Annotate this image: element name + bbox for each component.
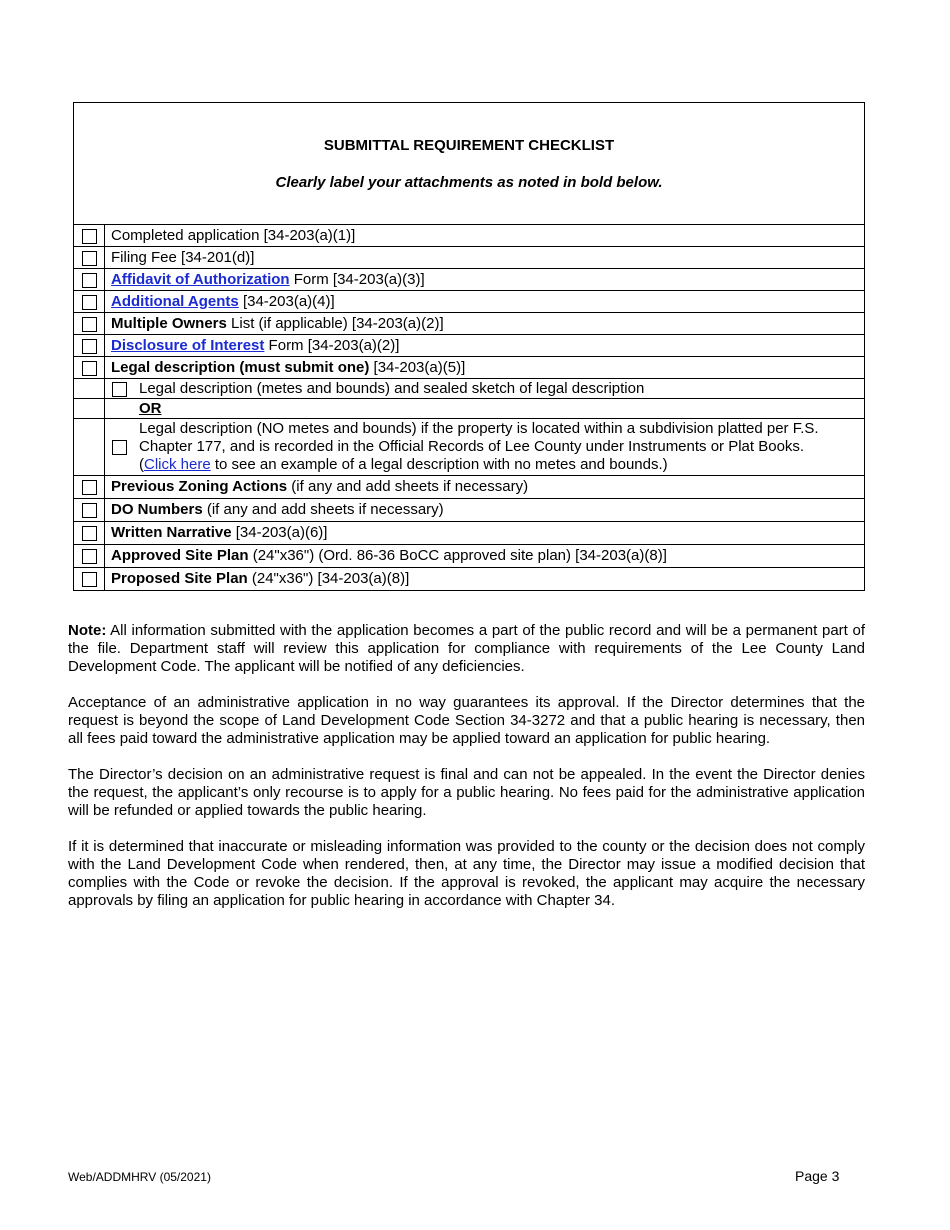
checklist-row [74,568,864,591]
disclosure-of-interest-link[interactable]: Disclosure of Interest [111,336,265,354]
checklist-row [74,225,864,247]
checklist-subtitle: Clearly label your attachments as noted in bold below. [275,174,663,191]
checklist-item-text [105,476,865,499]
checkbox[interactable] [112,440,127,455]
item-rest-text: [34-203(a)(6)] [231,524,328,541]
checklist-row [74,476,864,499]
checkbox[interactable] [82,251,97,266]
checklist-item-text [105,522,865,545]
item-rest-text: [34-203(a)(5)] [369,358,466,376]
checklist-item-text: Filing Fee [34-201(d)] [105,247,865,269]
checklist-row [74,247,864,269]
item-bold-label: Multiple Owners [111,314,227,332]
item-bold-label: Previous Zoning Actions [111,478,288,495]
item-rest-text: [34-203(a)(4)] [238,292,335,310]
item-rest-text: Form [34-203(a)(3)] [289,270,425,288]
item-bold-label: Legal description (must submit one) [111,358,370,376]
checkbox[interactable] [82,295,97,310]
checkbox[interactable] [82,339,97,354]
item-bold-label: Written Narrative [111,524,232,541]
legal-sub-row [74,419,864,476]
checklist-header [74,103,864,225]
additional-agents-link[interactable]: Additional Agents [111,292,239,310]
inaccurate-info-paragraph: If it is determined that inaccurate or misleading information was provided to the county or the decision does not comply with the Land Development Code when rendered, then, at any time, the Director may issue a modified decision that complies with the Code or revoke the decision. If the approval is revoked, the applicant may acquire the necessary approvals by filing an application for public hearing in accordance with Chapter 34. [68,838,865,909]
notes-section [68,622,865,928]
legal-option-metes-bounds: Legal description (metes and bounds) and sealed sketch of legal description [139,379,645,397]
checkbox[interactable] [112,382,127,397]
item-bold-label: Proposed Site Plan [111,570,248,587]
checklist-table [74,225,864,590]
legal-option-no-metes-bounds [133,419,864,475]
checkbox[interactable] [82,549,97,564]
checklist-item-text [105,499,865,522]
form-code: Web/ADDMHRV (05/2021) [68,1170,211,1184]
checkbox[interactable] [82,526,97,541]
affidavit-of-authorization-link[interactable]: Affidavit of Authorization [111,270,290,288]
checklist-item-text [105,313,865,335]
acceptance-paragraph: Acceptance of an administrative application in no way guarantees its approval. If the Director determines that the request is beyond the scope of Land Development Code Section 34-3272 and that a public hearing is necessary, then all fees paid toward the administrative application may be applied toward an application for public hearing. [68,694,865,747]
paren-open: ( [139,456,144,473]
note-label: Note: [68,622,107,639]
checklist-row [74,291,864,313]
checklist-item-text [105,335,865,357]
checklist-row [74,335,864,357]
checkbox[interactable] [82,361,97,376]
item-rest-text: (24"x36") [34-203(a)(8)] [247,570,410,587]
checklist-item-text [105,291,865,313]
item-rest-text: (24"x36") (Ord. 86-36 BoCC approved site plan) [34-203(a)(8)] [248,547,667,564]
item-rest-text: Form [34-203(a)(2)] [264,336,400,354]
checklist-item-text [105,568,865,591]
checkbox[interactable] [82,317,97,332]
item-bold-label: DO Numbers [111,501,203,518]
checklist-item-text [105,357,865,379]
checklist-item-text [105,269,865,291]
note-text: All information submitted with the application becomes a part of the public record and will be a permanent part of the file. Department staff will review this application for compliance with requirements of the Lee County Land Development Code. The applicant will be notified of any deficiencies. [68,622,865,675]
legal-option-text: Legal description (NO metes and bounds) if the property is located within a subdivision platted per F.S. Chapter 177, and is recorded in the Official Records of Lee County under Instruments or Plat Books. [139,420,819,455]
checklist-title: SUBMITTAL REQUIREMENT CHECKLIST [323,137,615,154]
director-decision-paragraph: The Director’s decision on an administrative request is final and can not be appealed. In the event the Director denies the request, the applicant’s only recourse is to apply for a public hearing. No fees paid for the administrative application will be refunded or applied towards the public hearing. [68,766,865,819]
checklist-row [74,522,864,545]
legal-example-text: to see an example of a legal description with no metes and bounds.) [210,456,668,473]
checklist-row [74,499,864,522]
checklist-row [74,545,864,568]
checklist-row [74,313,864,335]
note-paragraph [68,622,865,676]
legal-sub-row [74,379,864,399]
item-rest-text: List (if applicable) [34-203(a)(2)] [226,314,444,332]
item-rest-text: (if any and add sheets if necessary) [287,478,529,495]
item-bold-label: Approved Site Plan [111,547,249,564]
checkbox[interactable] [82,572,97,587]
checklist-item-text: Completed application [34-203(a)(1)] [111,226,356,244]
click-here-link[interactable]: Click here [144,456,211,473]
item-rest-text: (if any and add sheets if necessary) [202,501,444,518]
submittal-checklist [73,102,865,591]
checklist-item-text [105,545,865,568]
checkbox[interactable] [82,480,97,495]
checkbox[interactable] [82,229,97,244]
checkbox[interactable] [82,503,97,518]
page-number: Page 3 [795,1168,840,1184]
or-label: OR [139,399,162,417]
checklist-row [74,357,864,379]
checklist-row [74,269,864,291]
legal-or-row [74,399,864,419]
checkbox[interactable] [82,273,97,288]
